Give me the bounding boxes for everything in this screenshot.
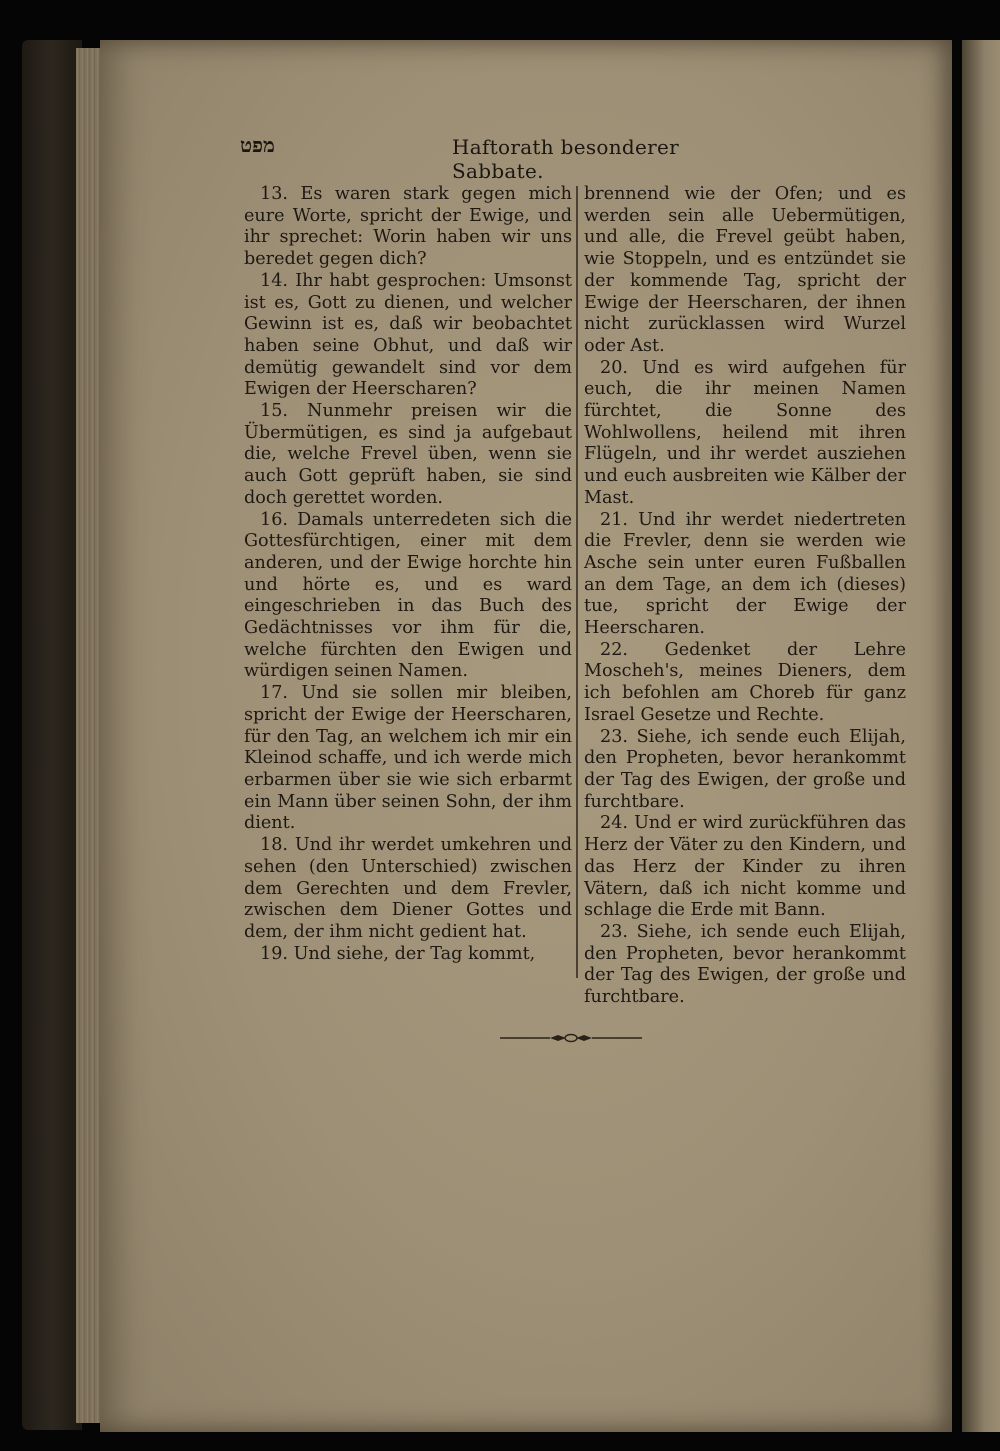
verse-paragraph [584, 510, 906, 640]
verse-text: Und es wird aufgehen für euch, die ihr meinen Namen fürchtet, die Sonne des Wohlwollens, heilend mit ihren Flügeln, und ihr werdet ausziehen und euch ausbreiten wie Kälber der Mast. [584, 357, 906, 508]
verse-text: Nunmehr preisen wir die Übermütigen, es sind ja aufgebaut die, welche Frevel üben, wenn sie auch Gott geprüft haben, sie sind doch gerettet worden. [244, 401, 572, 508]
verse-number: 17. [260, 683, 288, 704]
verse-number: 24. [600, 813, 628, 834]
verse-text: Und ihr werdet niedertreten die Frevler, denn sie werden wie Asche sein unter euren Fußballen an dem Tage, an dem ich (dieses) tue, spricht der Ewige der Heerscharen. [584, 509, 906, 639]
verse-number: 21. [600, 509, 628, 530]
verse-paragraph [584, 184, 906, 358]
verse-paragraph [244, 944, 572, 966]
column-divider [576, 186, 578, 978]
verse-number: 13. [260, 184, 288, 204]
verse-text: Damals unterredeten sich die Gottesfürchtigen, einer mit dem anderen, und der Ewige horchte hin und hörte es, und es ward eingeschrieben in das Buch des Gedächtnisses vor ihm für die, welche fürchten den Ewigen und würdigen seinen Namen. [244, 509, 572, 682]
facing-page-edge [962, 40, 1000, 1432]
verse-text: Siehe, ich sende euch Elijah, den Propheten, bevor herankommt der Tag des Ewigen, der große und furchtbare. [584, 726, 906, 812]
verse-number: 18. [260, 835, 288, 856]
verse-paragraph [584, 727, 906, 814]
hebrew-page-number: מפט [240, 133, 275, 157]
verse-paragraph [584, 922, 906, 1009]
verse-text: Es waren stark gegen mich eure Worte, spricht der Ewige, und ihr sprechet: Worin haben wir uns beredet gegen dich? [244, 184, 573, 270]
verse-number: 23. [600, 921, 628, 942]
verse-paragraph [244, 510, 572, 684]
verse-number: 20. [600, 357, 628, 378]
verse-paragraph [584, 358, 906, 510]
verse-number: 23. [600, 726, 628, 747]
verse-text: Und sie sollen mir bleiben, spricht der Ewige der Heerscharen, für den Tag, an welchem ich mir ein Kleinod schaffe, und ich werde mich erbarmen über sie wie sich erbarmt ein Mann über seinen Sohn, der ihm dient. [244, 683, 573, 834]
verse-paragraph [584, 813, 906, 922]
verse-text: brennend wie der Ofen; und es werden sein alle Uebermütigen, und alle, die Frevel geübt haben, wie Stoppeln, und es entzündet sie der kommende Tag, spricht der Ewige der Heerscharen, der ihnen nicht zurücklassen wird Wurzel oder Ast. [584, 184, 906, 356]
verse-number: 22. [600, 639, 628, 660]
book-cover-edge [22, 40, 82, 1430]
verse-number: 16. [260, 509, 288, 530]
verse-paragraph [244, 835, 572, 944]
running-title: Haftorath besonderer Sabbate. [452, 135, 680, 183]
right-text-column [584, 184, 906, 1009]
verse-text: Und ihr werdet umkehren und sehen (den Unterschied) zwischen dem Gerechten und dem Frevler, zwischen dem Diener Gottes und dem, der ihm nicht gedient hat. [244, 835, 572, 942]
left-text-column [244, 184, 572, 965]
verse-text: Siehe, ich sende euch Elijah, den Propheten, bevor herankommt der Tag des Ewigen, der große und furchtbare. [584, 921, 906, 1008]
verse-number: 14. [260, 270, 288, 291]
verse-paragraph [244, 184, 572, 271]
running-header [240, 133, 720, 183]
verse-paragraph [244, 683, 572, 835]
verse-text: Und er wird zurückführen das Herz der Väter zu den Kindern, und das Herz der Kinder zu ihren Vätern, daß ich nicht komme und schlage die Erde mit Bann. [584, 813, 907, 921]
verse-text: Und siehe, der Tag kommt, [293, 943, 536, 964]
end-ornament [500, 1031, 642, 1045]
verse-number: 19. [260, 943, 288, 964]
verse-paragraph [244, 401, 572, 510]
verse-paragraph [244, 271, 572, 401]
verse-text: Ihr habt gesprochen: Umsonst ist es, Gott zu dienen, und welcher Gewinn ist es, daß wir beobachtet haben seine Obhut, und daß wir demütig gewandelt sind vor dem Ewigen der Heerscharen? [244, 270, 572, 400]
verse-number: 15. [260, 401, 288, 422]
verse-text: Gedenket der Lehre Moscheh's, meines Dieners, dem ich befohlen am Choreb für ganz Israel Gesetze und Rechte. [584, 639, 906, 725]
verse-paragraph [584, 640, 906, 727]
